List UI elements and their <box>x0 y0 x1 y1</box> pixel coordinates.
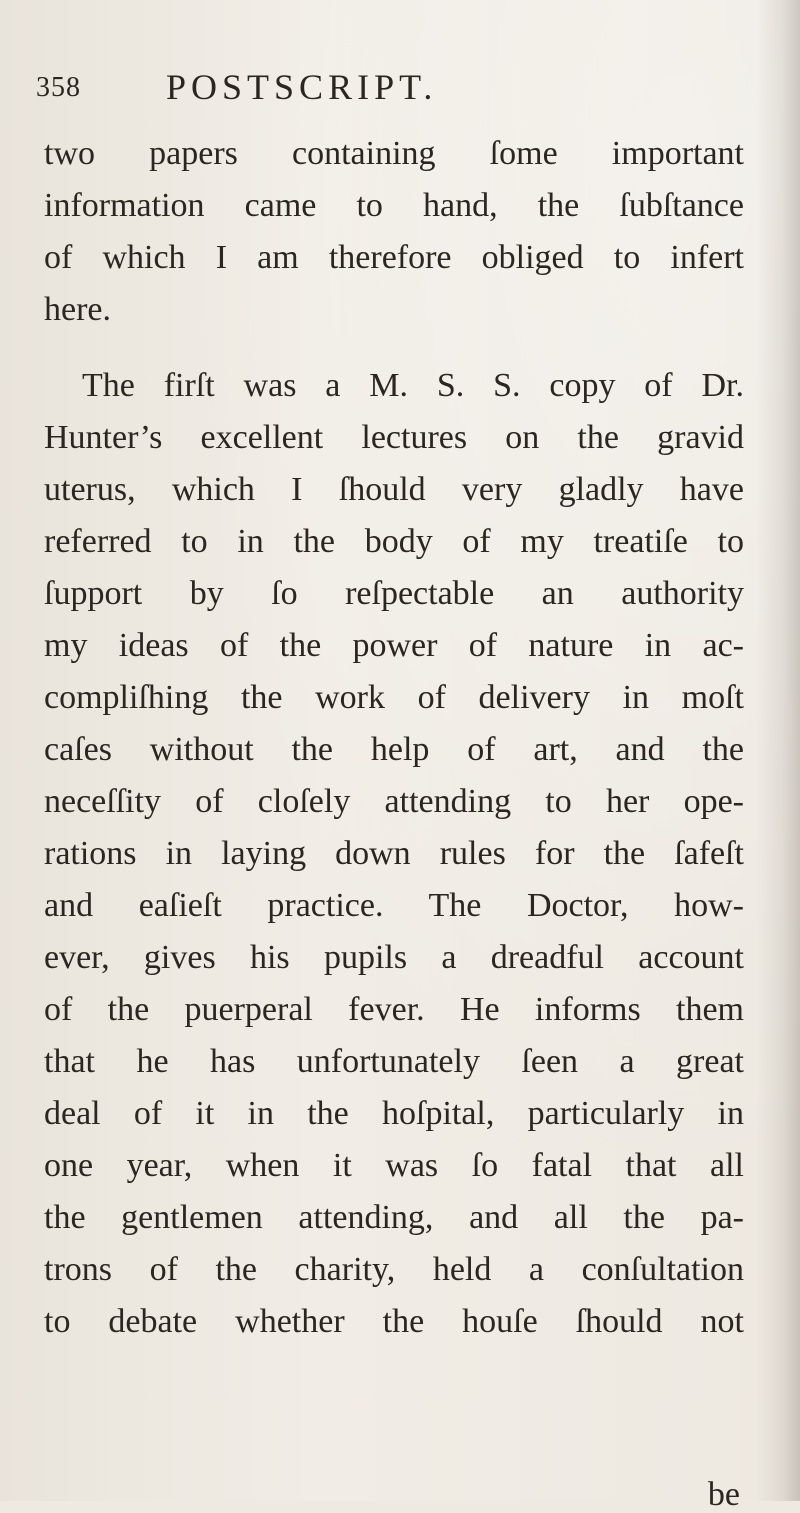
text-line: ſupport by ſo reſpectable an authority <box>44 575 744 612</box>
text-line: caſes without the help of art, and the <box>44 731 744 768</box>
text-line: deal of it in the hoſpital, particularly in <box>44 1095 744 1132</box>
body-text <box>44 128 744 1348</box>
text-line: uterus, which I ſhould very gladly have <box>44 471 744 508</box>
text-line: here. <box>44 291 112 328</box>
page-header <box>36 66 756 114</box>
page-number: 358 <box>36 72 81 103</box>
text-line: my ideas of the power of nature in ac- <box>44 627 744 664</box>
text-line: of which I am therefore obliged to infert <box>44 239 744 276</box>
text-line: ever, gives his pupils a dreadful account <box>44 939 744 976</box>
paragraph-1 <box>44 128 744 336</box>
text-line: information came to hand, the ſubſtance <box>44 187 744 224</box>
text-line: and eaſieſt practice. The Doctor, how- <box>44 887 744 924</box>
text-line: neceſſity of cloſely attending to her ope- <box>44 783 744 820</box>
text-line: trons of the charity, held a conſultation <box>44 1251 744 1288</box>
text-line: rations in laying down rules for the ſafeſt <box>44 835 744 872</box>
text-line: the gentlemen attending, and all the pa- <box>44 1199 744 1236</box>
paragraph-gap <box>44 336 744 360</box>
text-line: Hunter’s excellent lectures on the gravid <box>44 419 744 456</box>
text-line: referred to in the body of my treatiſe to <box>44 523 744 560</box>
text-line: to debate whether the houſe ſhould not <box>44 1303 744 1340</box>
running-head: POSTSCRIPT. <box>166 67 438 107</box>
text-line: compliſhing the work of delivery in moſt <box>44 679 744 716</box>
text-line: one year, when it was ſo fatal that all <box>44 1147 744 1184</box>
text-line: that he has unfortunately ſeen a great <box>44 1043 744 1080</box>
catchword: be <box>707 1476 740 1513</box>
paragraph-2 <box>44 360 744 1348</box>
page-edge-shadow <box>756 0 800 1501</box>
text-line: of the puerperal fever. He informs them <box>44 991 744 1028</box>
text-line: The firſt was a M. S. S. copy of Dr. <box>82 367 744 404</box>
text-line: two papers containing ſome important <box>44 135 744 172</box>
